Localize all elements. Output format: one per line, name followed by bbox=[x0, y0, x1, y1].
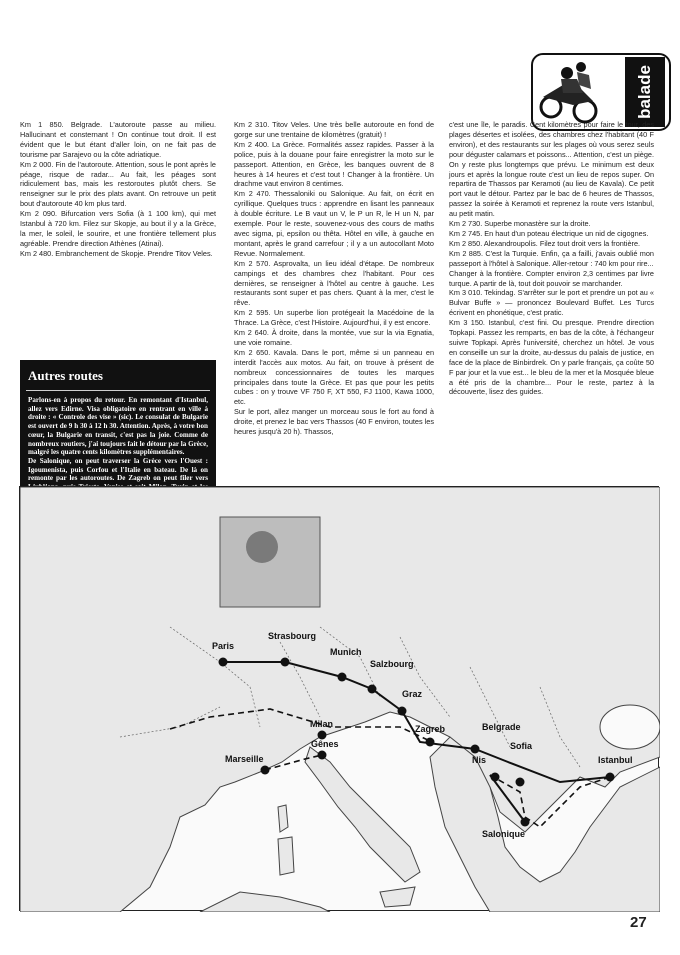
text-paragraph: Km 2 640. À droite, dans la montée, vue sur la via Egnatia, une voie romaine. bbox=[234, 328, 434, 347]
svg-text:Milan: Milan bbox=[310, 719, 334, 729]
text-paragraph: Changer à la frontière. Compter environ 2,3 centimes par livre turque. A partir de là, tout doit pouvoir se marchander. bbox=[449, 268, 654, 288]
box-title: Autres routes bbox=[28, 368, 103, 383]
text-paragraph: Km 3 150. Istanbul, c'est fini. Ou presque. Prendre direction Topkapi. Passez les remparts, en bas de la côte, à l'échangeur suivre Topkapi. Après l'université, cherchez un hôtel. Je vous en conseille un sur la droite, au-dessus du palais de justice, en face de la place de Binbirdrek. On y parle français, ça coûte 50 F par jour et la vue est... le bleu de la mer et la Mosquée bleue a été pris de la chambre... Pour le reste, partez à la découverte, lisez des guides. bbox=[449, 318, 654, 397]
svg-text:Belgrade: Belgrade bbox=[482, 722, 521, 732]
svg-text:Paris: Paris bbox=[212, 641, 235, 651]
logo-text: balade bbox=[635, 65, 655, 119]
land-north-africa bbox=[200, 892, 330, 912]
land-sardinia bbox=[278, 837, 294, 875]
route-map bbox=[19, 486, 659, 911]
svg-text:Salonique: Salonique bbox=[482, 829, 526, 839]
text-paragraph: Km 2 310. Titov Veles. Une très belle autoroute en fond de gorge sur une trentaine de kilomètres (gratuit) ! bbox=[234, 120, 434, 139]
land-corsica bbox=[278, 805, 288, 832]
text-paragraph: Km 2 650. Kavala. Dans le port, même si un panneau en interdit l'accès aux motos. Au fait, on trouve à présent de nombreux concessionnaires de toutes les marques principales dans toute la Grèce. Et pas que pour les petits cubes : on y trouve VF 750 F, XT 550, FJ 1100, Kawa 1000, etc. bbox=[234, 347, 434, 407]
water-black-sea bbox=[600, 705, 660, 749]
text-paragraph: Km 2 400. La Grèce. Formalités assez rapides. Passer à la police, puis à la douane pour faire enregistrer la moto sur le passeport. Attention, en Grèce, les banques ouvrent de 8 heures à 14 heures et c'est tout ! Changer à la frontière. Un drachme vaut environ 8 centimes. bbox=[234, 139, 434, 189]
column-1 bbox=[20, 120, 216, 259]
page-number: 27 bbox=[630, 914, 647, 931]
text-paragraph: Km 2 090. Bifurcation vers Sofia (à 1 100 km), qui met Istanbul à 720 km. Filez sur Skopje, au bout il y a la Grèce, la mer, le soleil, le sourire, et une frontière tellement plus agréable. Prendre direction Athènes (Atinai). bbox=[20, 209, 216, 248]
svg-text:Istanbul: Istanbul bbox=[598, 755, 633, 765]
text-paragraph: Km 2 885. C'est la Turquie. Enfin, ça a failli, j'avais oublié mon passeport à l'hôtel à Salonique. Aller-retour : 740 km pour rire... bbox=[449, 248, 654, 268]
text-paragraph: c'est une île, le paradis. Cent kilomètres pour faire le tour, des plages désertes et isolées, des chambres chez l'habitant (40 F environ), et des restaurants sur les plages où vous serez seuls pour déguster calamars et poissons... Attention, c'est un piège. On y reste plus longtemps que prévu. Le minimum est deux jours et après la longue route c'est un lieu de repos super. On repartira de Thassos par Keramoti (au lieu de Kavala). Ce petit port vaut le détour. Partez par le bac de 6 heures de Thassos, passez la soirée à Keramoti et reprenez la route vers Istanbul, au petit matin. bbox=[449, 120, 654, 219]
divider bbox=[26, 390, 210, 391]
svg-text:Nis: Nis bbox=[472, 755, 487, 765]
land-sicily bbox=[380, 887, 415, 907]
box-paragraph: Parlons-en à propos du retour. En remontant d'Istanbul, allez vers Edirne. Visa obligatoire en rentrant en ville à droite : « Controle des vise » (sic). Le consulat de Bulgarie est ouvert de 9 h 30 à 12 h 30. Attention. Après, à votre bon cœur, la Bulgarie en transit, c'est pas la joie. Comme de nombreux routiers, j'ai toujours fait le détour par la Grèce, malgré les quatre cents kilomètres supplémentaires. bbox=[28, 396, 208, 457]
text-paragraph: Km 2 730. Superbe monastère sur la droite. bbox=[449, 219, 591, 229]
svg-text:Marseille: Marseille bbox=[225, 754, 264, 764]
svg-text:Salzbourg: Salzbourg bbox=[370, 659, 414, 669]
text-paragraph: Km 3 010. Tekindag. S'arrêter sur le port et prendre un pot au « Bulvar Buffe » — prononcez Boulevard Buffet. Les Turcs écrivent en phonétique, c'est pratic. bbox=[449, 288, 654, 318]
text-paragraph: Km 2 570. Asprovalta, un lieu idéal d'étape. De nombreux campings et des chambres chez l'habitant. Pour ces dernières, se renseigner à l'hôtel au centre à gauche. Les restaurants sont super et pas chers. Quant à la mer, c'est le rêve. bbox=[234, 258, 434, 308]
text-paragraph: Km 2 850. Alexandroupolis. Filez tout droit vers la frontière. bbox=[449, 238, 641, 248]
svg-text:Zagreb: Zagreb bbox=[415, 724, 446, 734]
land-western-europe bbox=[20, 487, 660, 912]
text-paragraph: Km 2 480. Embranchement de Skopje. Prendre Titov Veles. bbox=[20, 248, 213, 258]
svg-text:Munich: Munich bbox=[330, 647, 362, 657]
photo-face bbox=[246, 531, 278, 563]
text-paragraph: Km 2 595. Un superbe lion protégeait la Macédoine de la Thrace. La Grèce, c'est l'Histoire. Aujourd'hui, il y est encore. bbox=[234, 308, 434, 328]
svg-text:Gênes: Gênes bbox=[311, 739, 339, 749]
box-paragraph: De Salonique, on peut traverser la Grèce vers l'Ouest : Igoumenista, puis Corfou et l'Italie en bateau. De là on remonte par les autoroutes. De Zagreb on peut filer vers bbox=[28, 456, 208, 483]
text-paragraph: Km 2 470. Thessaloniki ou Salonique. Au fait, on écrit en cyrillique. Quelques trucs : apprendre en lisant les panneaux à double écriture. Le B vaut un V, le P un R, le H un N, par exemple. Pour le reste, souvenez-vous des cours de maths avec sigma, pi, epsilon ou thêta. Hôtel en ville, à gauche en montant, après le grand carrefour ; il y a un autocollant Moto Revue. Normalement. bbox=[234, 189, 434, 258]
text-paragraph: Sur le port, allez manger un morceau sous le fort au fond à droite, et prenez le bac vers Thassos (40 F environ, toutes les heures jusqu'à 20 h). Thassos, bbox=[234, 407, 434, 437]
svg-text:Graz: Graz bbox=[402, 689, 423, 699]
land-italy bbox=[305, 747, 420, 882]
text-paragraph: Km 2 745. En haut d'un poteau électrique un nid de cigognes. bbox=[449, 228, 649, 238]
column-2 bbox=[234, 120, 434, 437]
map-svg bbox=[20, 487, 660, 912]
text-paragraph: Km 2 000. Fin de l'autoroute. Attention, sous le pont après le péage, risque de radar... Au fait, les péages sont ridiculement bas, mais les restoroutes plutôt chers. Se renseigner sur le prix des plats avant. On retrouve un petit bout d'autoroute 40 km plus tard. bbox=[20, 159, 216, 209]
photo-insert bbox=[220, 517, 320, 607]
svg-text:Strasbourg: Strasbourg bbox=[268, 631, 317, 641]
svg-text:Sofia: Sofia bbox=[510, 741, 533, 751]
text-paragraph: Km 1 850. Belgrade. L'autoroute passe au milieu. Hallucinant et consternant ! On continue tout droit. Il est évident que le but étant d'aller loin, on ne fait pas de tourisme par Sarajevo ou la côte adriatique. bbox=[20, 120, 216, 159]
city-zagreb bbox=[415, 724, 446, 747]
column-3 bbox=[449, 120, 654, 397]
